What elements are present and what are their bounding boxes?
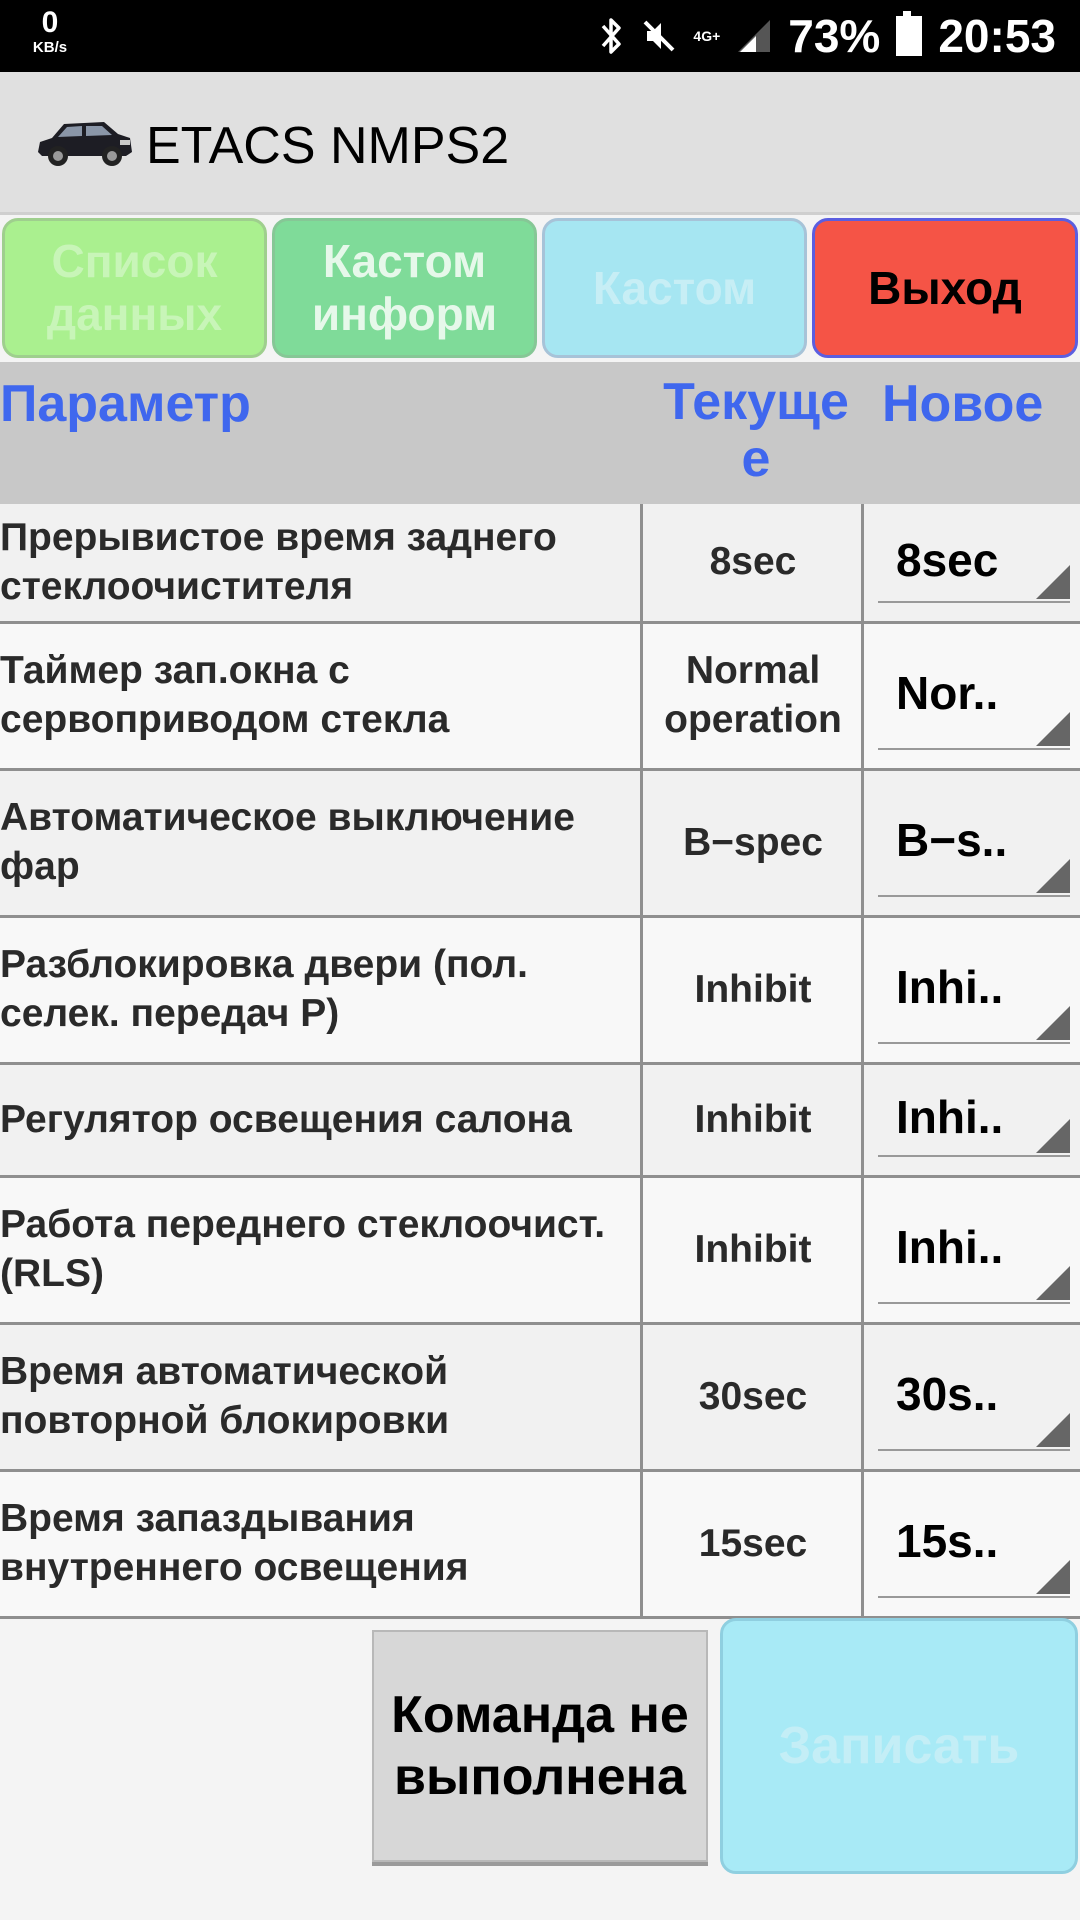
new-value-dropdown[interactable] <box>878 638 1070 750</box>
network-speed <box>20 8 80 55</box>
new-value-dropdown[interactable] <box>878 932 1070 1044</box>
table-row <box>0 1065 1080 1178</box>
row-new-value-cell <box>861 1472 1080 1616</box>
new-value-label: Inhi.. <box>896 1091 1004 1143</box>
table-row <box>0 1472 1080 1619</box>
row-parameter-name: Таймер зап.окна с сервоприводом стекла <box>0 649 450 741</box>
new-value-dropdown[interactable] <box>878 518 1070 603</box>
exit-button[interactable]: Выход <box>812 218 1078 358</box>
row-new-value-cell <box>861 918 1080 1062</box>
header-current: Текуще е <box>663 373 849 489</box>
row-current-value: Inhibit <box>640 1178 863 1322</box>
new-value-dropdown[interactable] <box>878 1079 1070 1157</box>
car-icon <box>34 114 134 175</box>
row-current-value: Inhibit <box>640 1065 863 1175</box>
row-new-value-cell <box>861 504 1080 621</box>
dropdown-arrow-icon <box>1036 1413 1070 1447</box>
dropdown-arrow-icon <box>1036 565 1070 599</box>
new-value-label: B−s.. <box>896 814 1008 866</box>
network-type-label: 4G+ <box>693 28 721 44</box>
battery-percent: 73% <box>788 10 881 62</box>
clock: 20:53 <box>938 10 1056 62</box>
header-new: Новое <box>882 375 1044 433</box>
bluetooth-icon <box>599 16 625 56</box>
custom-info-button[interactable]: Кастом информ <box>272 218 537 358</box>
row-new-value-cell <box>861 1178 1080 1322</box>
new-value-label: Inhi.. <box>896 1221 1004 1273</box>
network-type <box>693 29 720 43</box>
new-value-dropdown[interactable] <box>878 1339 1070 1451</box>
mute-icon <box>641 16 677 56</box>
dropdown-arrow-icon <box>1036 1006 1070 1040</box>
dropdown-arrow-icon <box>1036 1560 1070 1594</box>
row-current-value: 30sec <box>640 1325 863 1469</box>
new-value-dropdown[interactable] <box>878 1192 1070 1304</box>
table-row <box>0 1178 1080 1325</box>
data-list-button[interactable]: Список данных <box>2 218 267 358</box>
dropdown-arrow-icon <box>1036 1119 1070 1153</box>
row-parameter-name: Время запаздывания внутреннего освещения <box>0 1497 469 1589</box>
row-current-value: 8sec <box>640 504 863 621</box>
app-title: ETACS NMPS2 <box>146 117 510 175</box>
new-value-label: 30s.. <box>896 1368 999 1420</box>
row-current-value: B−spec <box>640 771 863 915</box>
new-value-dropdown[interactable] <box>878 785 1070 897</box>
new-value-dropdown[interactable] <box>878 1486 1070 1598</box>
dropdown-arrow-icon <box>1036 859 1070 893</box>
row-parameter-name: Работа переднего стеклоочист. (RLS) <box>0 1203 606 1295</box>
row-new-value-cell <box>861 1065 1080 1175</box>
dropdown-arrow-icon <box>1036 1266 1070 1300</box>
dropdown-arrow-icon <box>1036 712 1070 746</box>
new-value-label: Inhi.. <box>896 961 1004 1013</box>
command-status-button[interactable]: Команда не выполнена <box>372 1630 708 1862</box>
row-parameter-name: Прерывистое время заднего стеклоочистителя <box>0 515 557 608</box>
header-parameter: Параметр <box>0 375 251 433</box>
new-value-label: Nor.. <box>896 667 999 719</box>
custom-button[interactable]: Кастом <box>542 218 807 358</box>
row-parameter-name: Регулятор освещения салона <box>0 1097 572 1141</box>
table-row <box>0 624 1080 771</box>
row-parameter-name: Разблокировка двери (пол. селек. передач P) <box>0 943 528 1035</box>
row-current-value: 15sec <box>640 1472 863 1616</box>
row-current-value: Inhibit <box>640 918 863 1062</box>
table-header <box>0 362 1080 504</box>
network-speed-unit: KB/s <box>32 39 68 56</box>
status-bar <box>0 0 1080 72</box>
write-button[interactable]: Записать <box>720 1618 1078 1874</box>
battery-icon <box>896 16 922 56</box>
row-parameter-name: Автоматическое выключение фар <box>0 796 575 888</box>
table-row <box>0 504 1080 624</box>
row-parameter-name: Время автоматической повторной блокировки <box>0 1350 450 1442</box>
new-value-label: 8sec <box>896 533 999 586</box>
table-row <box>0 1325 1080 1472</box>
app-title-bar <box>0 72 1080 215</box>
row-new-value-cell <box>861 771 1080 915</box>
network-speed-value: 0 <box>41 6 59 39</box>
signal-icon <box>736 18 772 54</box>
row-current-value: Normal operation <box>640 624 863 768</box>
table-row <box>0 918 1080 1065</box>
row-new-value-cell <box>861 624 1080 768</box>
new-value-label: 15s.. <box>896 1515 999 1567</box>
row-new-value-cell <box>861 1325 1080 1469</box>
table-row <box>0 771 1080 918</box>
